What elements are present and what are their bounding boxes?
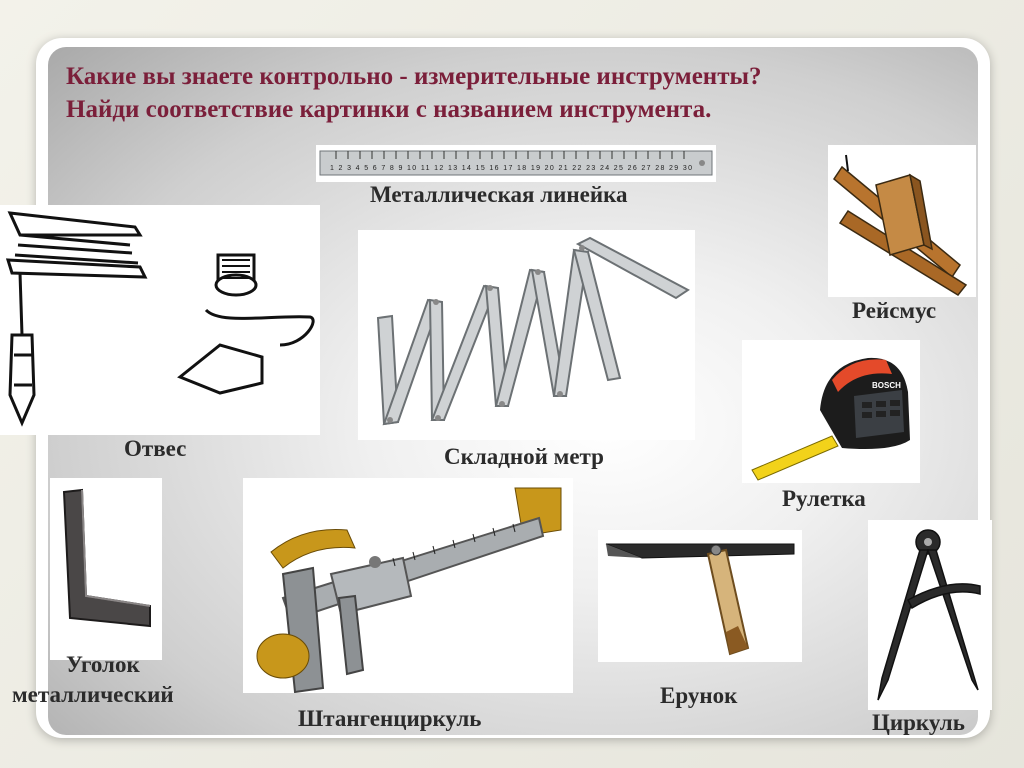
label-square-line1: Уголок [66,652,140,677]
folding-meter-image [358,230,695,440]
compass-image [868,520,992,710]
caliper-image [243,478,573,693]
tape-brand: BOSCH [872,381,901,390]
title-line-2: Найди соответствие картинки с названием инструмента. [66,96,712,123]
bevel-image [598,530,802,662]
label-square-line2: металлический [12,682,174,707]
label-compass: Циркуль [872,710,965,735]
label-marking-gauge: Рейсмус [852,298,937,323]
plumb-image [0,205,320,435]
ruler-image [316,145,716,182]
label-caliper: Штангенциркуль [298,706,482,731]
ruler-scale-numbers: 1 2 3 4 5 6 7 8 9 10 11 12 13 14 15 16 17 18 19 20 21 22 23 24 25 26 27 28 29 30 [330,165,693,172]
steel-square-image [50,478,162,660]
label-bevel: Ерунок [660,683,738,708]
title-line-1: Какие вы знаете контрольно - измерительные инструменты? [66,63,762,90]
marking-gauge-image [828,145,976,297]
tape-measure-image [742,340,920,483]
label-plumb: Отвес [124,436,187,461]
label-tape-measure: Рулетка [782,486,866,511]
label-folding-meter: Складной метр [444,444,604,469]
slide-title [66,60,966,126]
label-metal-ruler: Металлическая линейка [370,182,628,207]
